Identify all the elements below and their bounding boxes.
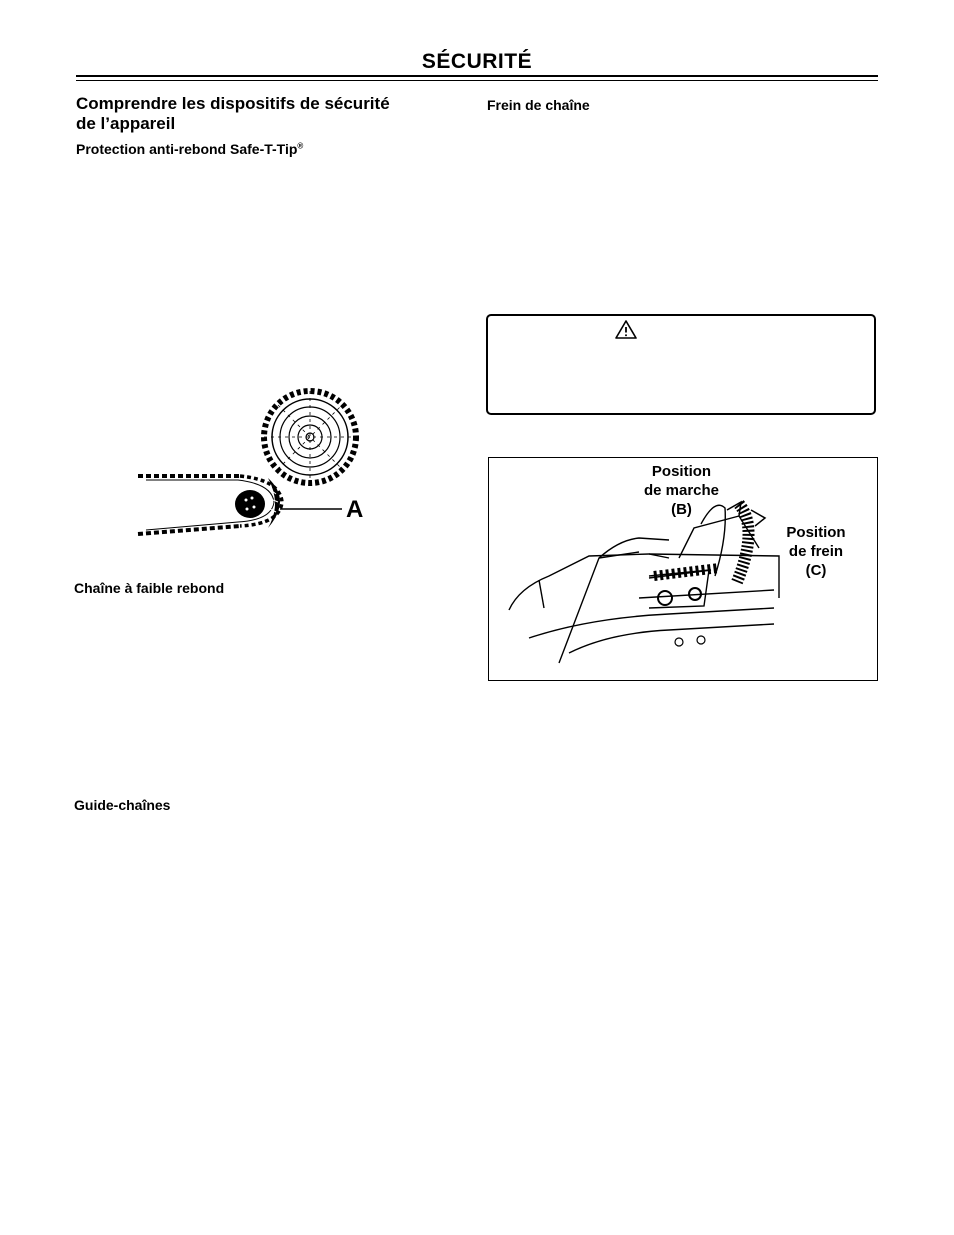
safe-t-tip-illustration	[130, 380, 370, 550]
run-position-label: Position de marche (B)	[643, 463, 720, 518]
warning-box	[486, 314, 876, 415]
header-rule-thin	[76, 80, 878, 81]
section-heading: Comprendre les dispositifs de sécurité de l’appareil	[76, 94, 390, 133]
chain-brake-figure	[488, 457, 878, 681]
tip-guard-icon	[235, 478, 280, 528]
header-rule	[76, 75, 878, 77]
brake-position-label: Position de frein (C)	[786, 524, 846, 579]
guide-bars-heading: Guide-chaînes	[74, 797, 171, 813]
safe-t-tip-label: Protection anti-rebond Safe-T-Tip	[76, 141, 298, 157]
low-kickback-chain-heading: Chaîne à faible rebond	[74, 580, 225, 596]
chain-brake-heading: Frein de chaîne	[487, 97, 590, 113]
figure-label-a: A	[346, 496, 364, 523]
page-title: SÉCURITÉ	[421, 50, 533, 73]
warning-triangle-icon	[615, 319, 637, 339]
brake-lever-icon	[649, 568, 719, 605]
log-icon	[264, 391, 356, 483]
registered-mark: ®	[297, 141, 304, 151]
safe-t-tip-heading	[76, 141, 303, 157]
